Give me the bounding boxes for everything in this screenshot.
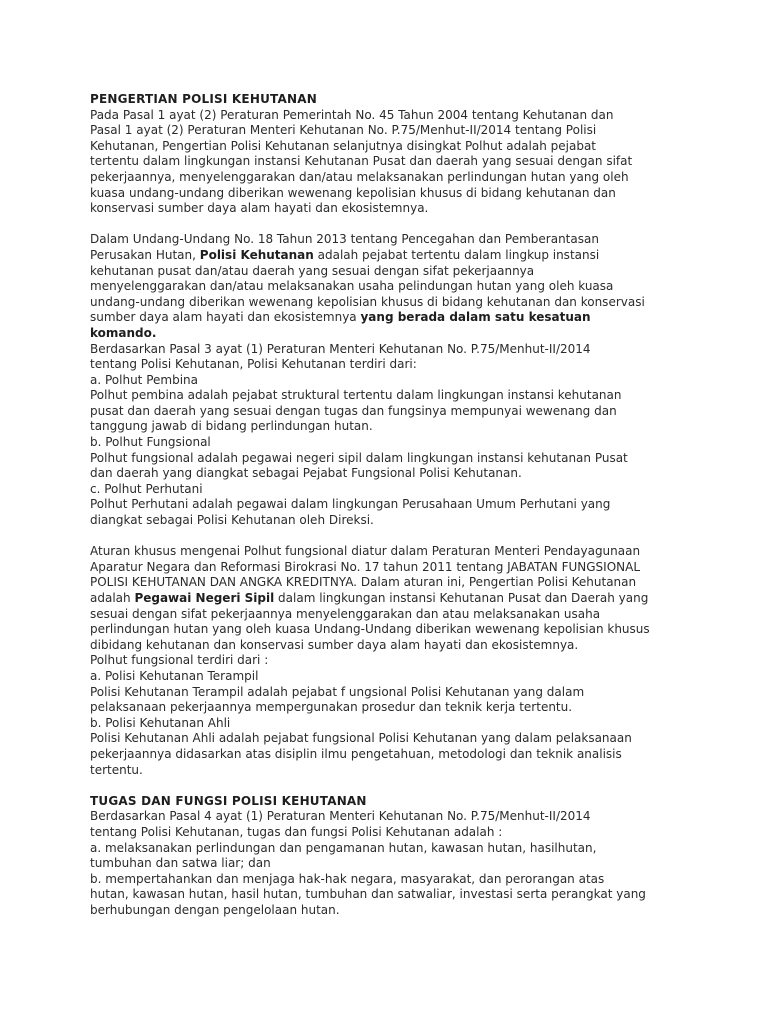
paragraph-gap <box>90 217 690 233</box>
paragraph-uu18 <box>90 232 690 341</box>
document-page <box>90 92 690 918</box>
paragraph-gap <box>90 778 690 794</box>
uu18-text-middle: adalah pejabat tertentu dalam lingkup instansi kehutanan pusat dan/atau daerah yang sesuai dengan sifat pekerjaannya menyelenggarakan dan/atau melaksanakan usaha pelindungan hutan yang oleh kuasa undang-undang diberikan wewenang kepolisian khusus di bidang kehutanan dan konservasi sumber daya alam hayati dan ekosistemnya <box>90 247 645 325</box>
section-heading-tugas-fungsi: TUGAS DAN FUNGSI POLISI KEHUTANAN <box>90 793 367 808</box>
paragraph-definition-pp45: Pada Pasal 1 ayat (2) Peraturan Pemerintah No. 45 Tahun 2004 tentang Kehutanan dan Pasal 1 ayat (2) Peraturan Menteri Kehutanan No. P.75/Menhut-II/2014 tentang Polisi Kehutanan, Pengertian Polisi Kehutanan selanjutnya disingkat Polhut adalah pejabat tertentu dalam lingkungan instansi Kehutanan Pusat dan daerah yang sesuai dengan sifat pekerjaannya, menyelenggarakan dan/atau melaksanakan perlindungan hutan yang oleh kuasa undang-undang diberikan wewenang kepolisian khusus di bidang kehutanan dan konservasi sumber daya alam hayati dan ekosistemnya. <box>90 107 633 216</box>
uu18-bold-kesatuan-komando: yang berada dalam satu kesatuan komando. <box>90 310 591 340</box>
fungsional-bold-pns: Pegawai Negeri Sipil <box>134 591 275 605</box>
uu18-bold-polisi-kehutanan: Polisi Kehutanan <box>199 247 314 262</box>
fungsional-text-start: Aturan khusus mengenai Polhut fungsional diatur dalam Peraturan Menteri Pendayagunaan Aparatur Negara dan Reformasi Birokrasi No. 17 tahun 2011 tentang JABATAN FUNGSIONAL POLISI KEHUTANAN DAN ANGKA KREDITNYA. Dalam aturan ini, Pengertian Polisi Kehutanan adalah <box>90 544 641 605</box>
paragraph-classification-polhut: Berdasarkan Pasal 3 ayat (1) Peraturan Menteri Kehutanan No. P.75/Menhut-II/2014 tentang Polisi Kehutanan, Polisi Kehutanan terdiri dari: a. Polhut Pembina Polhut pembina adalah pejabat struktural tertentu dalam lingkungan instansi kehutanan pusat dan daerah yang sesuai dengan tugas dan fungsinya mempunyai wewenang dan tanggung jawab di bidang perlindungan hutan. b. Polhut Fungsional Polhut fungsional adalah pegawai negeri sipil dalam lingkungan instansi kehutanan Pusat dan daerah yang diangkat sebagai Pejabat Fungsional Polisi Kehutanan. c. Polhut Perhutani Polhut Perhutani adalah pegawai dalam lingkungan Perusahaan Umum Perhutani yang diangkat sebagai Polisi Kehutanan oleh Direksi. <box>90 341 628 528</box>
section-heading-pengertian: PENGERTIAN POLISI KEHUTANAN <box>90 92 317 106</box>
paragraph-gap <box>90 529 690 545</box>
paragraph-polhut-fungsional <box>90 544 690 778</box>
paragraph-tugas-fungsi: Berdasarkan Pasal 4 ayat (1) Peraturan Menteri Kehutanan No. P.75/Menhut-II/2014 tentang Polisi Kehutanan, tugas dan fungsi Polisi Kehutanan adalah : a. melaksanakan perlindungan dan pengamanan hutan, kawasan hutan, hasilhutan, tumbuhan dan satwa liar; dan b. mempertahankan dan menjaga hak-hak negara, masyarakat, dan perorangan atas hutan, kawasan hutan, hasil hutan, tumbuhan dan satwaliar, investasi serta perangkat yang berhubungan dengan pengelolaan hutan. <box>90 809 646 917</box>
uu18-text-start: Dalam Undang-Undang No. 18 Tahun 2013 tentang Pencegahan dan Pemberantasan Perusakan Hutan, <box>90 232 599 262</box>
fungsional-text-rest: dalam lingkungan instansi Kehutanan Pusat dan Daerah yang sesuai dengan sifat pekerjaannya menyelenggarakan dan atau melaksanakan usaha perlindungan hutan yang oleh kuasa Undang-Undang diberikan wewenang kepolisian khusus dibidang kehutanan dan konservasi sumber daya alam hayati dan ekosistemnya. Polhut fungsional terdiri dari : a. Polisi Kehutanan Terampil Polisi Kehutanan Terampil adalah pejabat f ungsional Polisi Kehutanan yang dalam pelaksanaan pekerjaannya mempergunakan prosedur dan teknik kerja tertentu. b. Polisi Kehutanan Ahli Polisi Kehutanan Ahli adalah pejabat fungsional Polisi Kehutanan yang dalam pelaksanaan pekerjaannya didasarkan atas disiplin ilmu pengetahuan, metodologi dan teknik analisis tertentu. <box>90 591 650 777</box>
